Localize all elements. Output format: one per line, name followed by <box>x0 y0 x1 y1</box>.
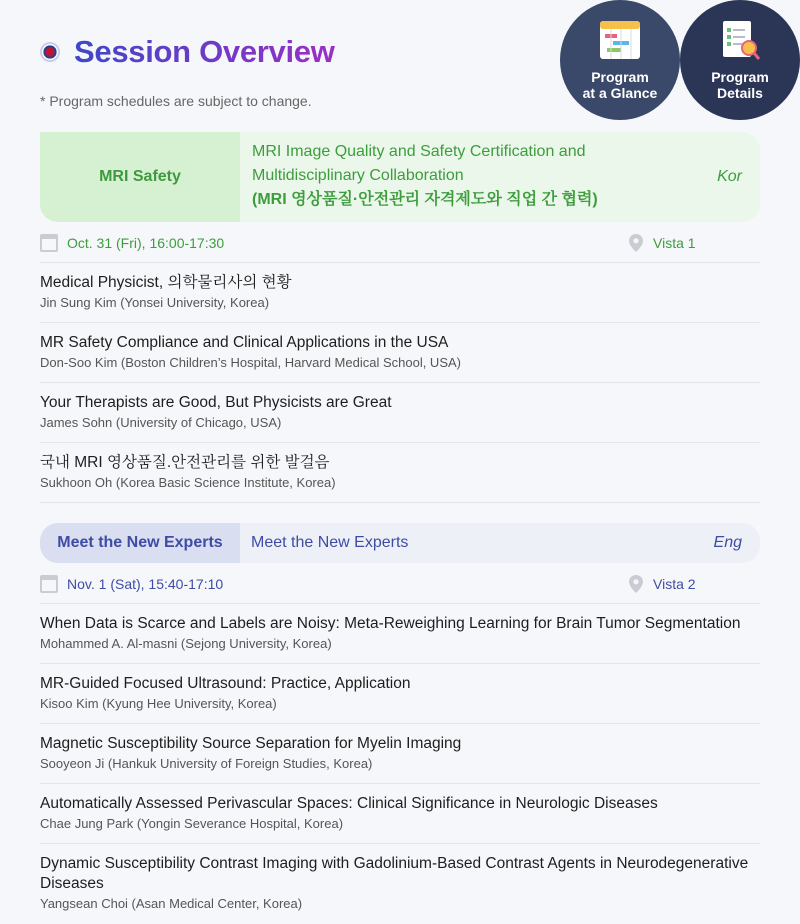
program-at-a-glance-button[interactable] <box>560 0 680 120</box>
talk-title: Magnetic Susceptibility Source Separation for Myelin Imaging <box>40 735 462 752</box>
talk-title: When Data is Scarce and Labels are Noisy: Meta-Reweighing Learning for Brain Tumor Segmentation <box>40 615 741 632</box>
session-title: Meet the New Experts <box>251 534 409 551</box>
talk-title: Dynamic Susceptibility Contrast Imaging with Gadolinium-Based Contrast Agents in Neurodegenerative Diseases <box>40 855 749 892</box>
talk-speaker: Kisoo Kim (Kyung Hee University, Korea) <box>40 696 277 711</box>
schedule-chart-icon <box>599 20 641 60</box>
talk-item[interactable] <box>40 263 760 323</box>
glance-label-line2: at a Glance <box>582 85 658 101</box>
session-header-meet-the-new-experts <box>40 523 760 563</box>
talk-title: Automatically Assessed Perivascular Spaces: Clinical Significance in Neurologic Diseases <box>40 795 658 812</box>
calendar-icon <box>40 575 58 593</box>
calendar-icon <box>40 234 58 252</box>
program-details-button[interactable] <box>680 0 800 120</box>
logo-icon <box>40 42 60 62</box>
talk-speaker: Jin Sung Kim (Yonsei University, Korea) <box>40 295 270 310</box>
page-title: Session Overview <box>74 34 335 69</box>
location-pin-icon <box>629 575 643 593</box>
session-title-line: Multidisciplinary Collaboration <box>252 167 464 184</box>
talk-item[interactable] <box>40 443 760 503</box>
session-date: Nov. 1 (Sat), 15:40-17:10 <box>67 575 224 592</box>
glance-label-line1: Program <box>591 69 649 85</box>
session-tag: MRI Safety <box>40 132 240 222</box>
session-meta <box>40 564 760 604</box>
talk-speaker: Don-Soo Kim (Boston Children’s Hospital, Harvard Medical School, USA) <box>40 355 461 370</box>
language-badge: Eng <box>713 534 742 551</box>
talk-speaker: Chae Jung Park (Yongin Severance Hospital, Korea) <box>40 816 344 831</box>
talk-item[interactable] <box>40 784 760 844</box>
talk-item[interactable] <box>40 323 760 383</box>
talk-item[interactable] <box>40 844 760 924</box>
talk-item[interactable] <box>40 604 760 664</box>
details-label-line2: Details <box>717 85 763 101</box>
talk-speaker: Sooyeon Ji (Hankuk University of Foreign Studies, Korea) <box>40 756 373 771</box>
session-title-line: MRI Image Quality and Safety Certification and <box>252 143 586 160</box>
language-badge: Kor <box>717 168 742 185</box>
talk-title: Medical Physicist, 의학물리사의 현황 <box>40 274 292 291</box>
session-header-mri-safety <box>40 132 760 222</box>
session-date: Oct. 31 (Fri), 16:00-17:30 <box>67 234 225 251</box>
talk-speaker: Mohammed A. Al-masni (Sejong University, Korea) <box>40 636 332 651</box>
talk-item[interactable] <box>40 664 760 724</box>
session-meta <box>40 223 760 263</box>
talk-speaker: Sukhoon Oh (Korea Basic Science Institute, Korea) <box>40 475 336 490</box>
session-tag: Meet the New Experts <box>40 523 240 563</box>
document-search-icon <box>719 20 761 62</box>
schedule-note: * Program schedules are subject to change. <box>40 93 312 109</box>
talk-speaker: James Sohn (University of Chicago, USA) <box>40 415 282 430</box>
talk-title: Your Therapists are Good, But Physicists are Great <box>40 394 392 411</box>
talk-title: 국내 MRI 영상품질.안전관리를 위한 발걸음 <box>40 454 330 471</box>
talk-item[interactable] <box>40 383 760 443</box>
details-label-line1: Program <box>711 69 769 85</box>
talk-speaker: Yangsean Choi (Asan Medical Center, Korea) <box>40 896 303 911</box>
session-venue: Vista 2 <box>653 575 696 592</box>
session-venue: Vista 1 <box>653 234 696 251</box>
session-title <box>240 132 717 222</box>
talk-title: MR Safety Compliance and Clinical Applications in the USA <box>40 334 449 351</box>
page-header <box>40 34 335 70</box>
talk-item[interactable] <box>40 724 760 784</box>
location-pin-icon <box>629 234 643 252</box>
session-title-line: (MRI 영상품질·안전관리 자격제도와 직업 간 협력) <box>252 191 598 208</box>
talk-title: MR-Guided Focused Ultrasound: Practice, Application <box>40 675 411 692</box>
